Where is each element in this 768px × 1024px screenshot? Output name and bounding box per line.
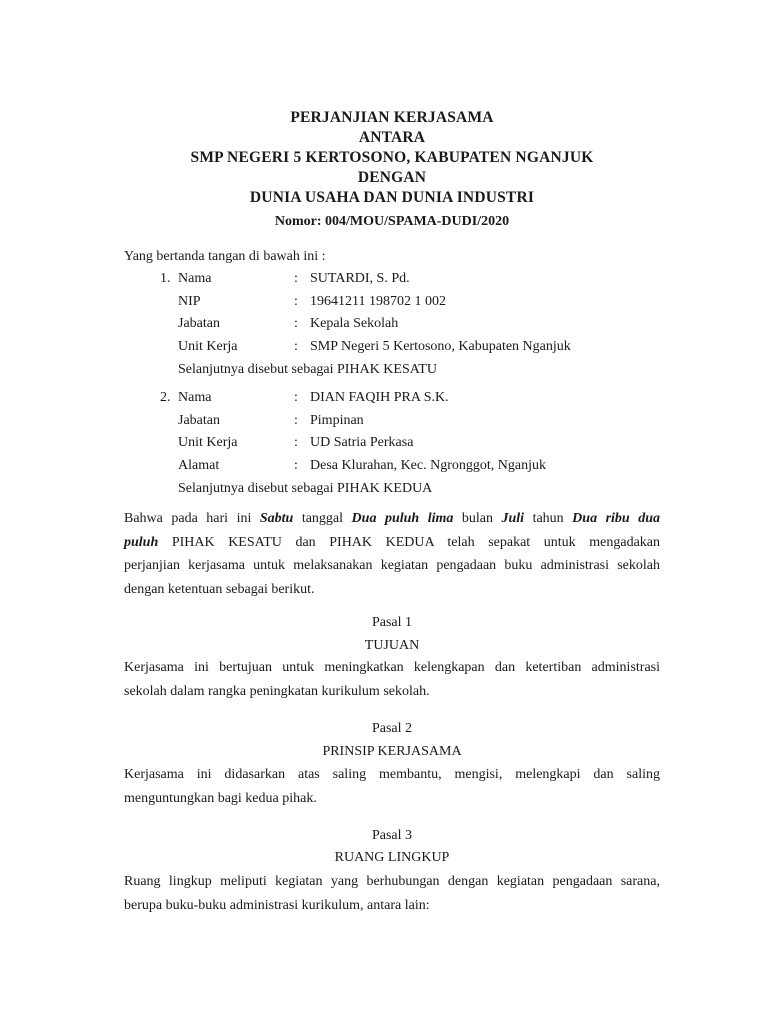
party-number: 1. bbox=[160, 271, 171, 286]
pasal-1-title: TUJUAN bbox=[364, 638, 420, 653]
pasal-1-paragraph bbox=[124, 656, 660, 703]
paragraph-line: Bahwa pada hari ini Sabtu tanggal Dua puluh lima bulan Juli tahun Dua ribu dua bbox=[124, 511, 660, 526]
paragraph-line: Kerjasama ini didasarkan atas saling membantu, mengisi, melengkapi dan saling bbox=[124, 767, 660, 782]
field-value: SUTARDI, S. Pd. bbox=[310, 271, 410, 286]
field-value: Kepala Sekolah bbox=[310, 316, 399, 332]
field-colon: : bbox=[294, 339, 298, 355]
title-antara: ANTARA bbox=[358, 129, 426, 146]
party-1-block bbox=[160, 268, 571, 381]
paragraph-line: Kerjasama ini bertujuan untuk meningkatkan kelengkapan dan ketertiban administrasi bbox=[124, 660, 660, 675]
field-colon: : bbox=[294, 390, 298, 405]
party-row bbox=[160, 432, 546, 455]
party-row bbox=[160, 455, 546, 478]
field-value: Pimpinan bbox=[310, 412, 364, 428]
field-colon: : bbox=[294, 316, 298, 332]
party-row bbox=[160, 313, 571, 336]
document-title-block bbox=[0, 108, 768, 232]
party-row bbox=[160, 336, 571, 359]
party-row bbox=[160, 387, 546, 410]
party-2-block bbox=[160, 387, 546, 500]
title-dengan: DENGAN bbox=[357, 169, 427, 186]
document-title: PERJANJIAN KERJASAMA bbox=[290, 109, 494, 126]
field-label: Jabatan bbox=[178, 316, 220, 332]
title-first-party: SMP NEGERI 5 KERTOSONO, KABUPATEN NGANJUK bbox=[190, 149, 594, 166]
party-row bbox=[160, 268, 571, 291]
field-label: Alamat bbox=[178, 458, 220, 474]
paragraph-line: berupa buku-buku administrasi kurikulum, antara lain: bbox=[124, 897, 430, 913]
paragraph-line: Ruang lingkup meliputi kegiatan yang berhubungan dengan kegiatan pengadaan sarana, bbox=[124, 874, 660, 889]
field-value: UD Satria Perkasa bbox=[310, 435, 414, 451]
agreement-day: Sabtu bbox=[259, 511, 294, 526]
party-number: 2. bbox=[160, 390, 171, 405]
field-label: Unit Kerja bbox=[178, 339, 238, 355]
paragraph-line: menguntungkan bagi kedua pihak. bbox=[124, 790, 317, 806]
pasal-2-title: PRINSIP KERJASAMA bbox=[322, 744, 462, 759]
intro-text: Yang bertanda tangan di bawah ini : bbox=[124, 249, 326, 264]
field-label: Nama bbox=[178, 390, 212, 405]
field-colon: : bbox=[294, 458, 298, 474]
pasal-2-heading: Pasal 2 bbox=[371, 721, 413, 736]
party-1-designation: Selanjutnya disebut sebagai PIHAK KESATU bbox=[178, 361, 437, 377]
paragraph-line: dengan ketentuan sebagai berikut. bbox=[124, 581, 315, 597]
pasal-2-paragraph bbox=[124, 763, 660, 810]
paragraph-line: perjanjian kerjasama untuk melaksanakan kegiatan pengadaan buku administrasi sekolah bbox=[124, 558, 660, 573]
field-label: Nama bbox=[178, 271, 212, 286]
pasal-3-heading: Pasal 3 bbox=[371, 828, 413, 843]
pasal-3-title: RUANG LINGKUP bbox=[334, 850, 450, 865]
title-second-party: DUNIA USAHA DAN DUNIA INDUSTRI bbox=[249, 189, 535, 206]
field-value: DIAN FAQIH PRA S.K. bbox=[310, 390, 449, 405]
party-row bbox=[160, 291, 571, 314]
agreement-paragraph bbox=[124, 507, 660, 601]
field-label: Jabatan bbox=[178, 412, 220, 428]
party-2-designation: Selanjutnya disebut sebagai PIHAK KEDUA bbox=[178, 480, 433, 496]
field-colon: : bbox=[294, 293, 298, 309]
document-number: Nomor: 004/MOU/SPAMA-DUDI/2020 bbox=[274, 214, 510, 229]
paragraph-line: puluh PIHAK KESATU dan PIHAK KEDUA telah sepakat untuk mengadakan bbox=[124, 534, 660, 550]
field-colon: : bbox=[294, 435, 298, 451]
agreement-year: Dua ribu dua bbox=[572, 511, 660, 526]
agreement-year-cont: puluh bbox=[124, 534, 159, 550]
field-colon: : bbox=[294, 412, 298, 428]
field-value: 19641211 198702 1 002 bbox=[310, 293, 446, 309]
agreement-date: Dua puluh lima bbox=[351, 511, 454, 526]
party-row bbox=[160, 410, 546, 433]
field-value: SMP Negeri 5 Kertosono, Kabupaten Nganjuk bbox=[310, 339, 571, 355]
field-label: Unit Kerja bbox=[178, 435, 238, 451]
field-label: NIP bbox=[178, 293, 201, 309]
pasal-3-paragraph bbox=[124, 870, 660, 917]
paragraph-line: sekolah dalam rangka peningkatan kurikulum sekolah. bbox=[124, 683, 430, 699]
field-value: Desa Klurahan, Kec. Ngronggot, Nganjuk bbox=[310, 458, 546, 474]
field-colon: : bbox=[294, 271, 298, 286]
pasal-1-heading: Pasal 1 bbox=[371, 615, 413, 630]
agreement-month: Juli bbox=[501, 511, 525, 526]
